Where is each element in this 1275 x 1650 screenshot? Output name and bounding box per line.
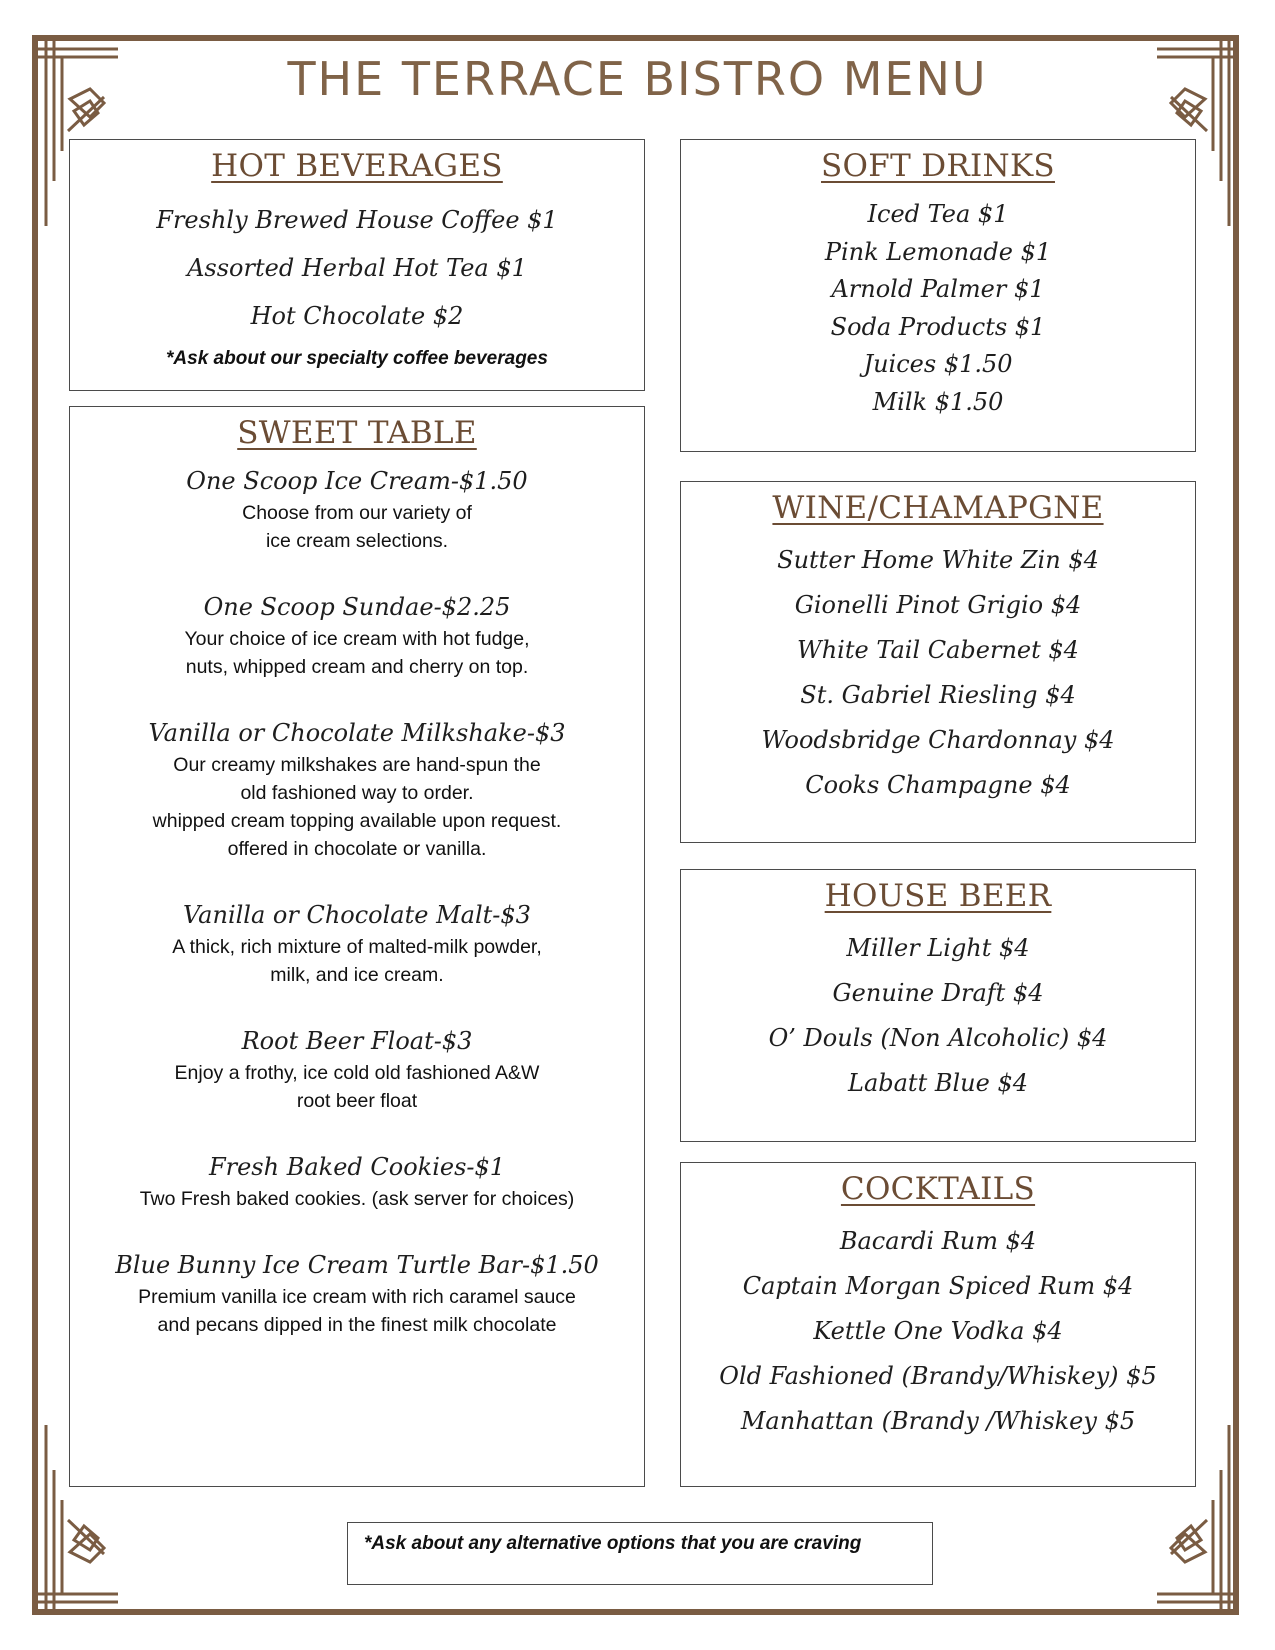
sweet-item-name: One Scoop Ice Cream-$1.50 — [186, 467, 528, 495]
menu-item: Iced Tea $1 — [867, 200, 1009, 228]
sweet-item — [70, 463, 644, 555]
sweet-item-name: Vanilla or Chocolate Malt-$3 — [183, 901, 531, 929]
sweet-item-desc: Premium vanilla ice cream with rich caramel sauce — [138, 1286, 576, 1308]
menu-item: Labatt Blue $4 — [848, 1069, 1028, 1097]
menu-item: Captain Morgan Spiced Rum $4 — [742, 1272, 1134, 1300]
menu-item: Bacardi Rum $4 — [839, 1227, 1037, 1255]
sweet-item-desc: milk, and ice cream. — [270, 964, 444, 986]
sweet-item-desc: nuts, whipped cream and cherry on top. — [185, 656, 529, 678]
menu-item: Sutter Home White Zin $4 — [777, 546, 1099, 574]
sweet-item-name: Blue Bunny Ice Cream Turtle Bar-$1.50 — [115, 1251, 599, 1279]
cocktails-heading: COCKTAILS — [840, 1171, 1036, 1207]
sweet-item — [70, 589, 644, 681]
menu-item: Gionelli Pinot Grigio $4 — [794, 591, 1082, 619]
bottom-note: *Ask about any alternative options that you are craving — [347, 1522, 933, 1585]
menu-item: Arnold Palmer $1 — [831, 275, 1045, 303]
menu-item: Cooks Champagne $4 — [805, 771, 1071, 799]
menu-item: Woodsbridge Chardonnay $4 — [761, 726, 1115, 754]
soft-drinks-heading: SOFT DRINKS — [821, 148, 1055, 184]
sweet-item-name: One Scoop Sundae-$2.25 — [203, 593, 511, 621]
sweet-item-desc: Our creamy milkshakes are hand-spun the — [173, 754, 541, 776]
hot-beverages-heading: HOT BEVERAGES — [211, 148, 503, 184]
menu-item: Genuine Draft $4 — [832, 979, 1044, 1007]
sweet-item-name: Vanilla or Chocolate Milkshake-$3 — [148, 719, 566, 747]
menu-item: St. Gabriel Riesling $4 — [800, 681, 1076, 709]
sweet-item-desc: Two Fresh baked cookies. (ask server for choices) — [139, 1188, 575, 1210]
menu-item: Milk $1.50 — [872, 387, 1004, 416]
sweet-item-desc: Choose from our variety of — [242, 502, 472, 524]
sweet-item-desc: offered in chocolate or vanilla. — [227, 838, 487, 860]
sweet-item-name: Root Beer Float-$3 — [241, 1027, 473, 1055]
hot-beverages-note: *Ask about our specialty coffee beverages — [166, 348, 548, 369]
sweet-item-desc: old fashioned way to order. — [240, 782, 474, 804]
sweet-table-heading: SWEET TABLE — [237, 415, 477, 451]
sweet-item — [70, 1247, 644, 1339]
menu-item: Kettle One Vodka $4 — [813, 1317, 1063, 1345]
sweet-item-desc: ice cream selections. — [265, 530, 449, 552]
menu-item: O’ Douls (Non Alcoholic) $4 — [768, 1024, 1108, 1052]
sweet-item — [70, 715, 644, 863]
cocktails-section — [680, 1162, 1196, 1487]
leaf-icon — [68, 1520, 104, 1562]
menu-item: Pink Lemonade $1 — [824, 237, 1052, 266]
leaf-icon — [1171, 1520, 1207, 1562]
menu-item: Manhattan (Brandy /Whiskey $5 — [740, 1407, 1136, 1435]
menu-item: Juices $1.50 — [863, 350, 1013, 378]
menu-item: Freshly Brewed House Coffee $1 — [156, 206, 558, 234]
wine-section — [680, 481, 1196, 843]
wine-heading: WINE/CHAMAPGNE — [772, 490, 1104, 526]
sweet-item-desc: A thick, rich mixture of malted-milk powder, — [172, 936, 542, 958]
hot-beverages-section — [69, 139, 645, 391]
menu-title: THE TERRACE BISTRO MENU — [287, 52, 988, 106]
house-beer-heading: HOUSE BEER — [824, 878, 1052, 914]
menu-item: Old Fashioned (Brandy/Whiskey) $5 — [719, 1362, 1157, 1390]
house-beer-section — [680, 869, 1196, 1142]
menu-item: Hot Chocolate $2 — [250, 302, 464, 330]
menu-item: Assorted Herbal Hot Tea $1 — [187, 254, 527, 282]
soft-drinks-section — [680, 139, 1196, 452]
sweet-item-desc: Enjoy a frothy, ice cold old fashioned A&W — [174, 1062, 540, 1084]
sweet-item — [70, 1149, 644, 1213]
menu-item: White Tail Cabernet $4 — [797, 636, 1079, 664]
sweet-item-name: Fresh Baked Cookies-$1 — [208, 1153, 506, 1181]
menu-item: Soda Products $1 — [830, 312, 1046, 341]
sweet-item-desc: whipped cream topping available upon request. — [152, 810, 562, 832]
sweet-item-desc: Your choice of ice cream with hot fudge, — [184, 628, 530, 650]
sweet-item-desc: and pecans dipped in the finest milk chocolate — [157, 1314, 557, 1336]
sweet-item — [70, 897, 644, 989]
sweet-item — [70, 1023, 644, 1115]
menu-item: Miller Light $4 — [846, 934, 1030, 962]
sweet-table-section — [69, 406, 645, 1487]
sweet-item-desc: root beer float — [296, 1090, 418, 1112]
